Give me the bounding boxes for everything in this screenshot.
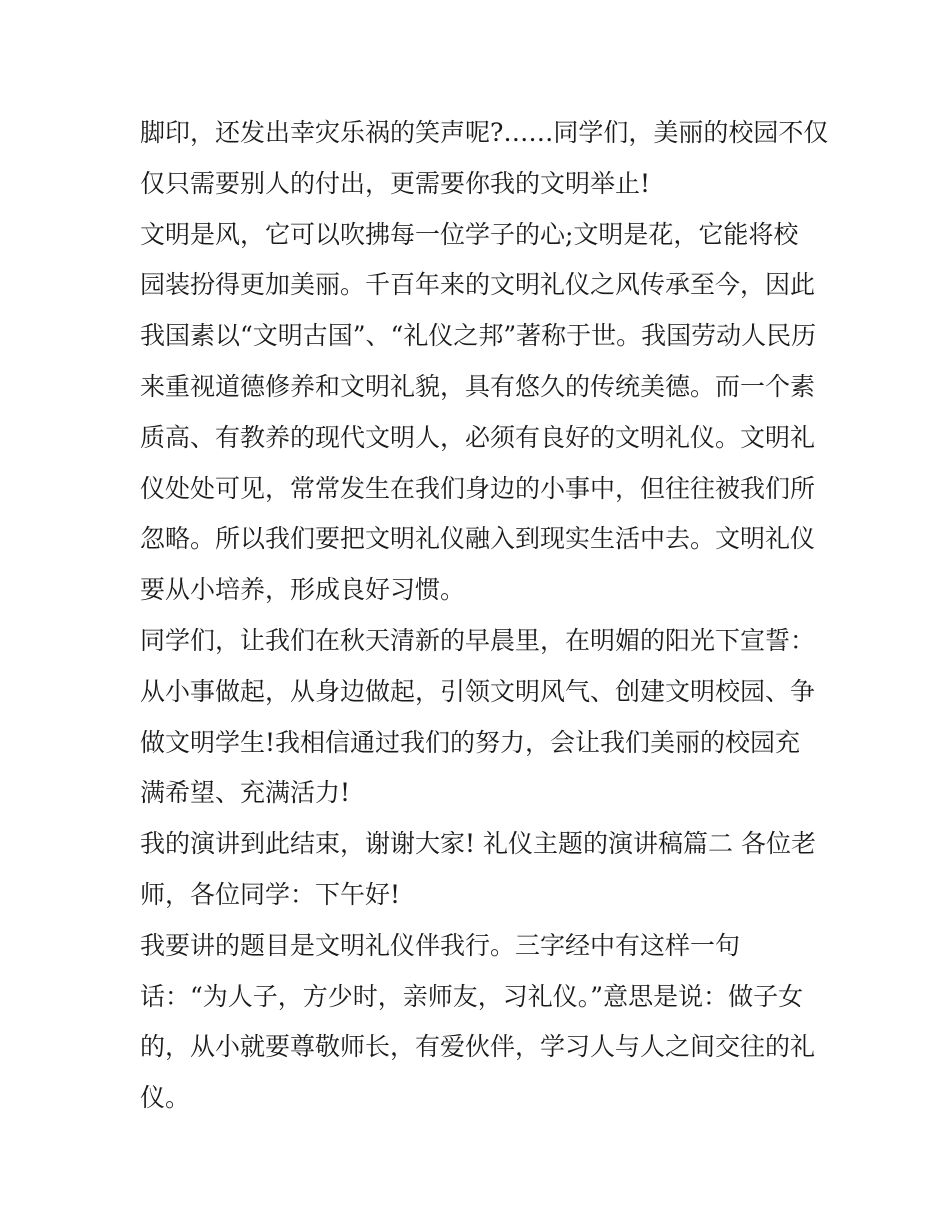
- text-line: 师，各位同学：下午好!: [140, 879, 401, 909]
- text-line: 仪。: [140, 1083, 191, 1113]
- text-line: 质高、有教养的现代文明人，必须有良好的文明礼仪。文明礼: [140, 422, 816, 452]
- text-line: 满希望、充满活力!: [140, 778, 351, 808]
- text-line: 仪处处可见，常常发生在我们身边的小事中，但往往被我们所: [140, 473, 816, 503]
- text-line: 仅只需要别人的付出，更需要你我的文明举止!: [140, 168, 651, 198]
- text-line: 脚印，还发出幸灾乐祸的笑声呢?……同学们，美丽的校园不仅: [140, 118, 829, 147]
- text-line: 来重视道德修养和文明礼貌，具有悠久的传统美德。而一个素: [140, 371, 816, 401]
- text-line: 我要讲的题目是文明礼仪伴我行。三字经中有这样一句: [140, 930, 741, 960]
- text-line: 要从小培养，形成良好习惯。: [140, 575, 466, 605]
- text-line: 文明是风，它可以吹拂每一位学子的心;文明是花，它能将校: [140, 219, 799, 249]
- text-line: 我国素以“文明古国”、“礼仪之邦”著称于世。我国劳动人民历: [140, 321, 817, 351]
- text-line: 做文明学生!我相信通过我们的努力，会让我们美丽的校园充: [140, 727, 801, 757]
- body-text: [140, 108, 829, 1124]
- text-line: 园装扮得更加美丽。千百年来的文明礼仪之风传承至今，因此: [140, 270, 816, 300]
- text-line: 我的演讲到此结束，谢谢大家! 礼仪主题的演讲稿篇二 各位老: [140, 829, 816, 859]
- text-line: 同学们，让我们在秋天清新的早晨里，在明媚的阳光下宣誓：: [140, 625, 816, 655]
- text-line: 从小事做起，从身边做起，引领文明风气、创建文明校园、争: [140, 676, 816, 706]
- text-line: 的，从小就要尊敬师长，有爱伙伴，学习人与人之间交往的礼: [140, 1032, 816, 1062]
- text-line: 忽略。所以我们要把文明礼仪融入到现实生活中去。文明礼仪: [140, 524, 816, 554]
- text-line: 话：“为人子，方少时，亲师友，习礼仪。”意思是说：做子女: [140, 981, 804, 1011]
